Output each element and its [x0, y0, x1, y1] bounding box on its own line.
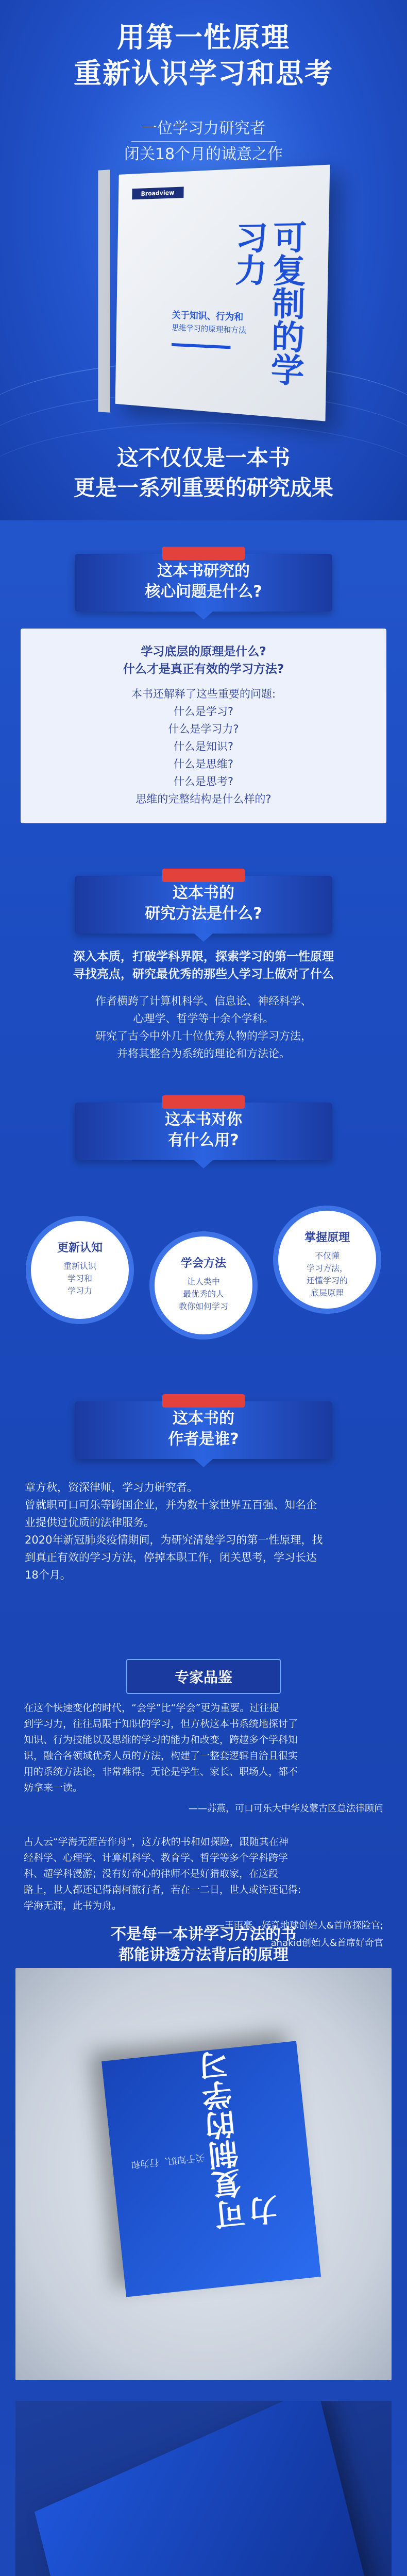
- ribbon-pill: [162, 869, 245, 882]
- expert-review-1: [21, 1700, 386, 1818]
- book-spine: [98, 170, 110, 413]
- benefit-circles: [21, 1195, 386, 1360]
- benefit-desc: 教你如何学习: [178, 1301, 228, 1311]
- author-bio-text: 18个月。: [25, 1569, 71, 1581]
- benefit-desc: 学习方法，: [306, 1263, 348, 1273]
- benefit-circle: [149, 1231, 258, 1340]
- author-bio-text: 业提供过优质的法律服务。: [25, 1516, 155, 1529]
- method-lead: 寻找亮点，研究最优秀的那些人学习上做对了什么: [73, 968, 334, 981]
- review-text: 到学习力，往往局限于知识的学习，但方秋这本书系统地探讨了: [24, 1718, 298, 1730]
- section-title-line: 这本书研究的: [157, 562, 250, 580]
- ribbon-pill: [162, 1394, 245, 1408]
- ribbon-tail: [194, 1160, 213, 1168]
- section-title-line: 这本书的: [173, 884, 234, 902]
- method-body: 并将其整合为系统的理论和方法论。: [117, 1047, 290, 1060]
- section-header-author: [0, 1401, 407, 1459]
- section-title-line: 有什么用?: [168, 1131, 239, 1149]
- ribbon: [75, 1103, 332, 1160]
- list-item: 什么是学习?: [173, 705, 234, 718]
- decor-bar: [172, 343, 231, 349]
- expert-header: [0, 1659, 407, 1694]
- review-signature: ——苏燕，可口可乐大中华及蒙古区总法律顾问: [189, 1803, 383, 1814]
- section-title-line: 这本书的: [173, 1410, 234, 1428]
- section-title-line: 核心问题是什么?: [145, 583, 262, 601]
- review-text: 经科学、心理学、计算机科学、教育学、哲学等多个学科跨学: [24, 1852, 289, 1863]
- author-bio-text: 曾就职可口可乐等跨国企业，并为数十家世界五百强、知名企: [25, 1499, 317, 1511]
- section-title-line: 研究方法是什么?: [145, 905, 262, 923]
- expert-title: 专家品鉴: [126, 1659, 281, 1694]
- list-item: 什么是知识?: [173, 740, 234, 753]
- benefit-circle: [273, 1206, 381, 1314]
- ribbon-pill: [162, 547, 245, 560]
- review-text: 知识、行为技能以及思维的学习的能力和改变，跨越多个学科知: [24, 1734, 298, 1745]
- list-item: 思维的完整结构是什么样的?: [135, 793, 272, 805]
- benefit-desc: 学习和: [67, 1274, 92, 1283]
- hero-title-line: 重新认识学习和思考: [74, 57, 333, 90]
- photo-book-cover-closeup: [15, 2401, 392, 2576]
- hero: [0, 0, 407, 520]
- benefit-desc: 学习力: [67, 1286, 92, 1296]
- review-text: 学海无涯，此书为舟。: [24, 1900, 122, 1911]
- benefit-desc: 不仅懂: [314, 1251, 340, 1261]
- section-header-usefulness: [0, 1103, 407, 1160]
- ribbon: [75, 554, 332, 612]
- method-body: 作者横跨了计算机科学、信息论、神经科学、: [95, 995, 312, 1007]
- benefit-desc: 最优秀的人: [182, 1289, 224, 1299]
- book-photo: [101, 2041, 321, 2297]
- benefit-desc: 让人类中: [186, 1277, 220, 1286]
- method-body: 心理学、哲学等十余个学科。: [133, 1012, 274, 1025]
- ribbon-pill: [162, 1095, 245, 1109]
- closing-line: 不是每一本讲学习方法的书: [111, 1925, 296, 1943]
- review-text: 古人云“学海无涯苦作舟”，这方秋的书和如探险，跟随其在神: [24, 1836, 289, 1848]
- ribbon-tail: [194, 612, 213, 620]
- section-title-line: 作者是谁?: [168, 1430, 239, 1448]
- author-bio-text: 2020年新冠肺炎疫情期间，为研究清楚学习的第一性原理，找: [25, 1534, 323, 1546]
- list-item: 什么是思考?: [173, 775, 234, 788]
- benefit-title: 学会方法: [180, 1257, 226, 1270]
- benefit-desc: 还懂学习的: [306, 1276, 348, 1285]
- photo-book-front: [15, 1968, 392, 2380]
- benefit-desc: 底层原理: [310, 1288, 344, 1298]
- book-tagline: 关于知识、行为和: [172, 310, 244, 323]
- intro-text: 本书还解释了这些重要的问题:: [131, 688, 276, 700]
- book-title: 可复制的学习力: [229, 219, 308, 387]
- benefit-title: 更新认知: [57, 1242, 103, 1255]
- review-signature: ahakid创始人&首席好奇官: [270, 1938, 383, 1948]
- hero-subtitle-line: 一位学习力研究者: [142, 120, 265, 138]
- book-photo-tagline: 关于知识、行为和: [130, 2151, 206, 2171]
- author-bio: [21, 1479, 386, 1584]
- author-bio-text: 章方秋，资深律师，学习力研究者。: [25, 1481, 198, 1494]
- book-photo-title: 可复制的学习力: [197, 2048, 285, 2231]
- core-question-panel: [21, 629, 386, 823]
- hero-claim: [0, 443, 407, 503]
- divider: [131, 141, 276, 142]
- review-text: 路上，世人都还记得南柯旅行者，若在一二日，世人或许还记得:: [24, 1884, 301, 1895]
- review-text: 用的系统方法论，非常难得。无论是学生、家长、职场人，都不: [24, 1766, 298, 1777]
- section-header-method: [0, 876, 407, 934]
- core-question: 学习底层的原理是什么?: [141, 645, 266, 658]
- review-signature: ——王雨豪，好奇地球创始人&首席探险官;: [206, 1920, 383, 1931]
- review-text: 科、超学科漫游；没有好奇心的律师不是好猎取家，在这段: [24, 1868, 279, 1879]
- benefit-circle: [26, 1216, 134, 1324]
- section-title-line: 这本书对你: [165, 1111, 242, 1129]
- closing-line: 都能讲透方法背后的原理: [118, 1946, 289, 1964]
- ribbon: [75, 1401, 332, 1459]
- benefit-desc: 重新认识: [63, 1261, 96, 1271]
- book-cover: [115, 165, 330, 421]
- method-lead: 深入本质，打破学科界限，探索学习的第一性原理: [73, 950, 334, 963]
- review-text: 在这个快速变化的时代，“会学”比“学会”更为重要。过往提: [24, 1702, 279, 1714]
- ribbon: [75, 876, 332, 934]
- hero-title-line: 用第一性原理: [117, 21, 290, 54]
- review-text: 识，融合各领域优秀人员的方法，构建了一整套逻辑自洽且很实: [24, 1750, 298, 1761]
- hero-title: [0, 20, 407, 92]
- hero-claim-line: 这不仅仅是一本书: [116, 445, 290, 470]
- review-text: 妨拿来一读。: [24, 1782, 83, 1793]
- closing-title: [0, 1924, 407, 1965]
- hero-subtitle-line: 闭关18个月的诚意之作: [124, 145, 283, 163]
- book-photo: [35, 2401, 378, 2576]
- hero-claim-line: 更是一系列重要的研究成果: [73, 475, 333, 500]
- hero-subtitle: [0, 118, 407, 165]
- ribbon-tail: [194, 1459, 213, 1467]
- core-question: 什么才是真正有效的学习方法?: [123, 663, 284, 676]
- method-body: 研究了古今中外几十位优秀人物的学习方法，: [95, 1030, 312, 1042]
- section-header-core-question: [0, 554, 407, 612]
- list-item: 什么是思维?: [173, 758, 234, 770]
- benefit-title: 掌握原理: [304, 1231, 350, 1244]
- list-item: 什么是学习力?: [168, 723, 239, 735]
- book-tagline: 思维学习的原理和方法: [172, 323, 247, 335]
- author-bio-text: 到真正有效的学习方法，停掉本职工作，闭关思考，学习长达: [25, 1551, 317, 1564]
- method-panel: [21, 948, 386, 1062]
- ribbon-tail: [194, 934, 213, 942]
- publisher-logo: Broadview: [132, 187, 183, 199]
